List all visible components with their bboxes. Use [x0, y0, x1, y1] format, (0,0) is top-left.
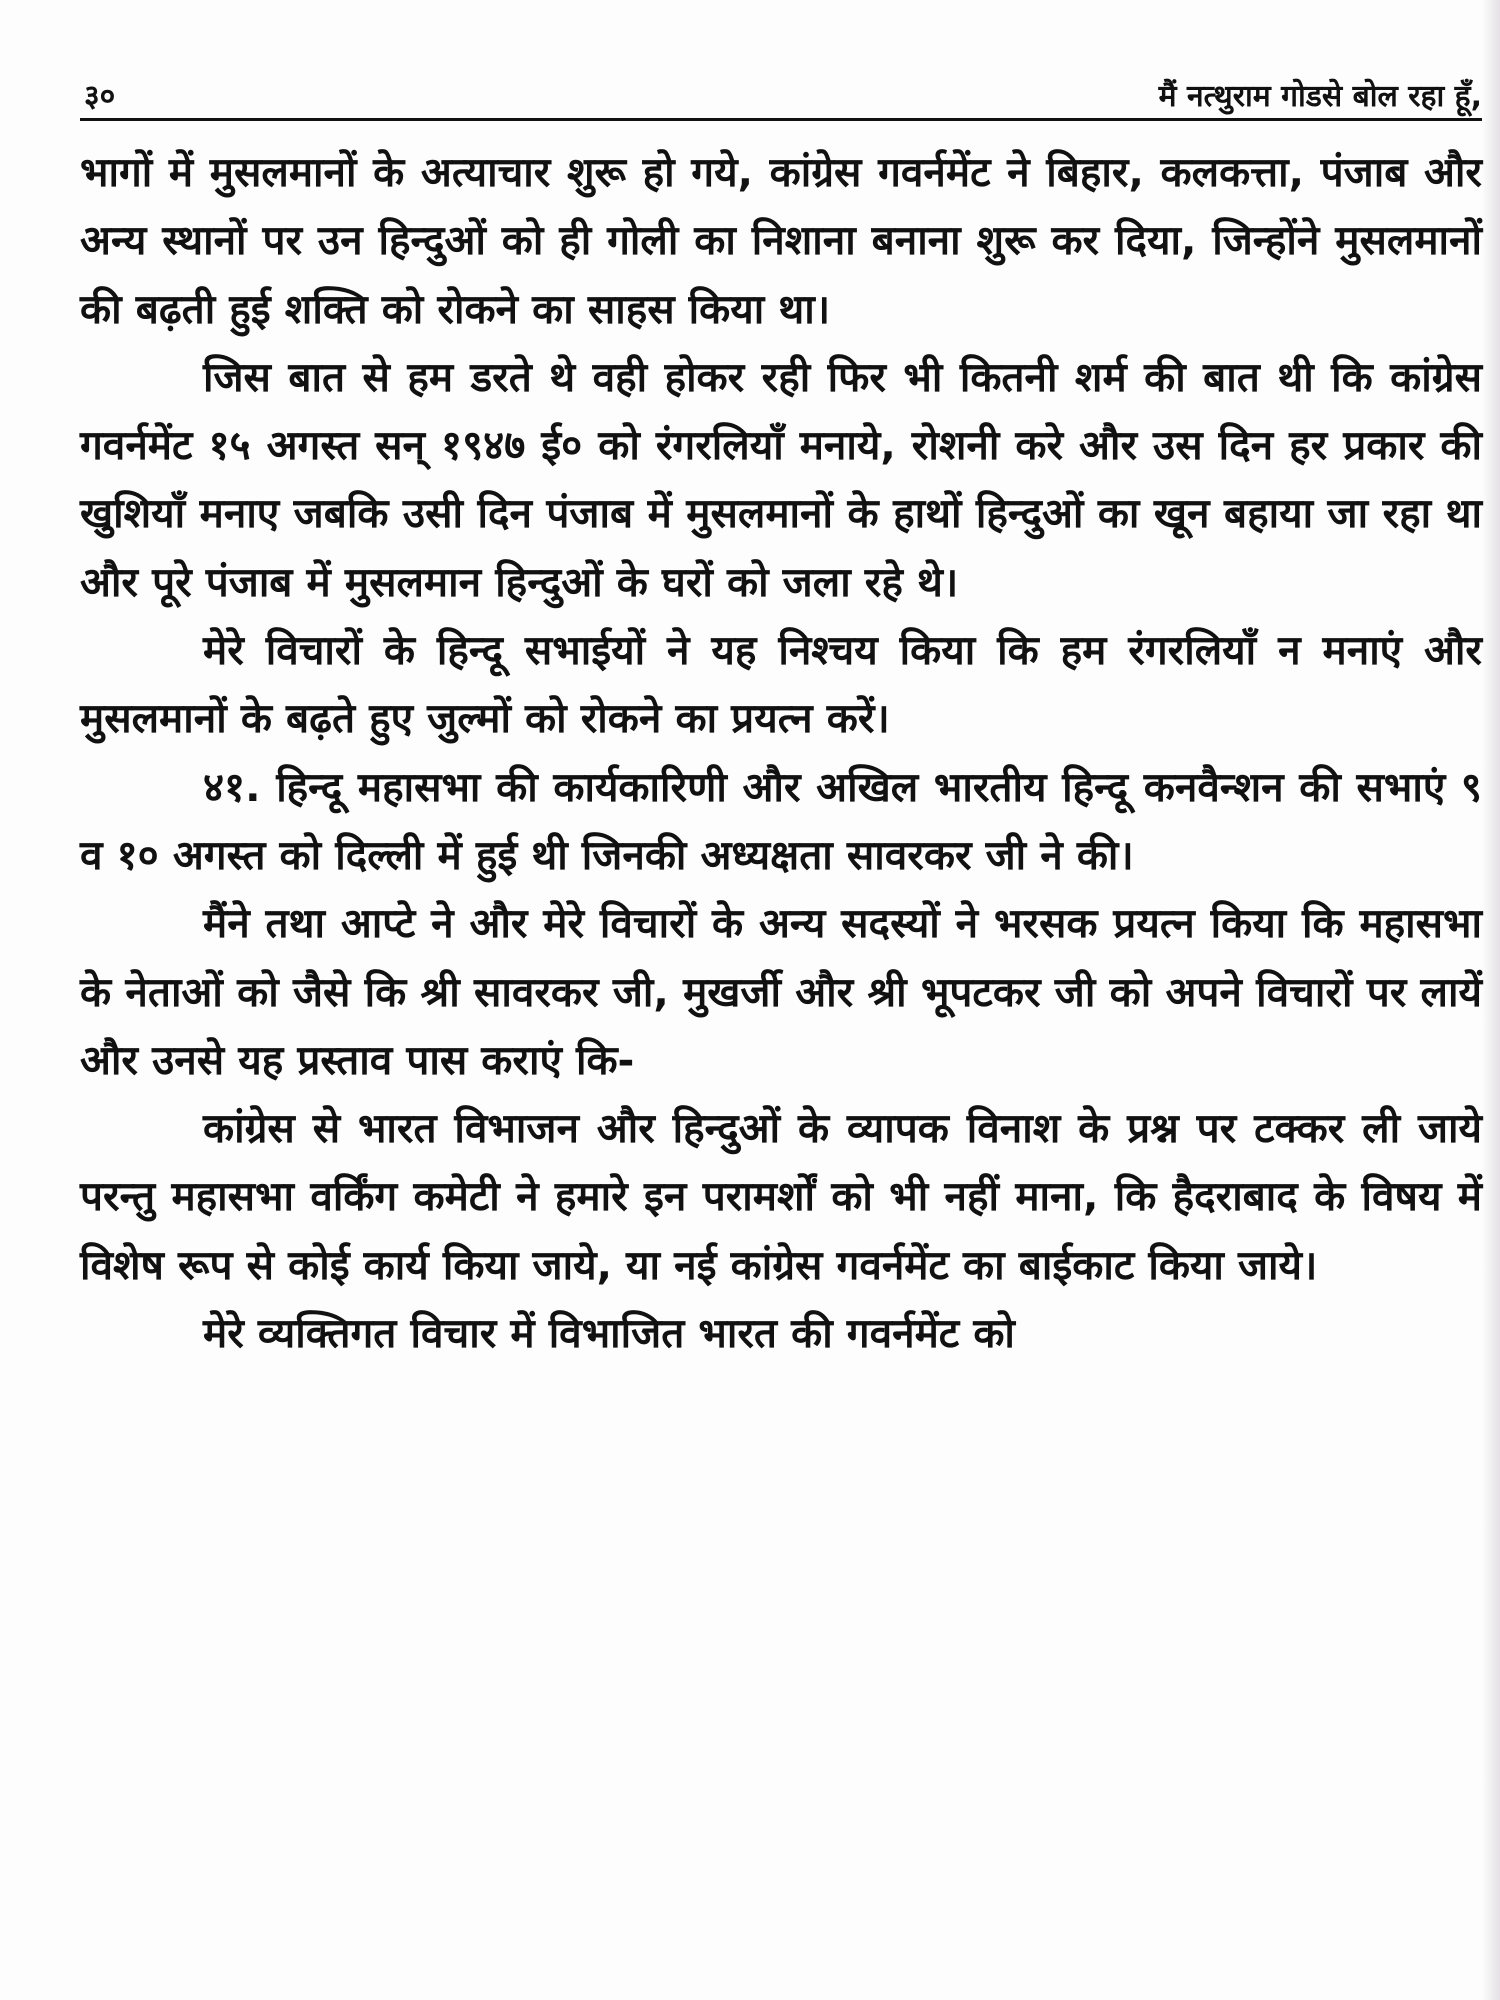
- running-title: मैं नत्थुराम गोडसे बोल रहा हूँ,: [1158, 79, 1482, 114]
- body-text: [80, 138, 1482, 1367]
- paragraph-1-text: भागों में मुसलमानों के अत्याचार शुरू हो गये, कांग्रेस गवर्नमेंट ने बिहार, कलकत्ता, पंजाब और अन्य स्थानों पर उन हिन्दुओं को ही गोली का निशाना बनाना शुरू कर दिया, जिन्होंने मुसलमानों की बढ़ती हुई शक्ति को रोकने का साहस किया था।: [80, 148, 1482, 333]
- paragraph-7-text: मेरे व्यक्तिगत विचार में विभाजित भारत की गवर्नमेंट को: [203, 1309, 1015, 1358]
- paragraph-4: [80, 753, 1482, 890]
- paragraph-7: [80, 1299, 1482, 1367]
- paragraph-2-text: जिस बात से हम डरते थे वही होकर रही फिर भी कितनी शर्म की बात थी कि कांग्रेस गवर्नमेंट १५ अगस्त सन् १९४७ ई० को रंगरलियाँ मनाये, रोशनी करे और उस दिन हर प्रकार की खुशियाँ मनाए जबकि उसी दिन पंजाब में मुसलमानों के हाथों हिन्दुओं का खून बहाया जा रहा था और पूरे पंजाब में मुसलमान हिन्दुओं के घरों को जला रहे थे।: [80, 352, 1482, 606]
- paragraph-3: [80, 616, 1482, 753]
- paragraph-3-text: मेरे विचारों के हिन्दू सभाईयों ने यह निश्चय किया कि हम रंगरलियाँ न मनाएं और मुसलमानों के बढ़ते हुए जुल्मों को रोकने का प्रयत्न करें।: [80, 626, 1482, 743]
- page-number: ३०: [84, 79, 116, 114]
- section-number: ४१.: [203, 762, 261, 811]
- paragraph-5: [80, 889, 1482, 1094]
- paragraph-5-text: मैंने तथा आप्टे ने और मेरे विचारों के अन्य सदस्यों ने भरसक प्रयत्न किया कि महासभा के नेताओं को जैसे कि श्री सावरकर जी, मुखर्जी और श्री भूपटकर जी को अपने विचारों पर लायें और उनसे यह प्रस्ताव पास कराएं कि-: [80, 899, 1482, 1084]
- paragraph-2: [80, 343, 1482, 616]
- paragraph-6-text: कांग्रेस से भारत विभाजन और हिन्दुओं के व्यापक विनाश के प्रश्न पर टक्कर ली जाये परन्तु महासभा वर्किंग कमेटी ने हमारे इन परामर्शों को भी नहीं माना, कि हैदराबाद के विषय में विशेष रूप से कोई कार्य किया जाये, या नई कांग्रेस गवर्नमेंट का बाईकाट किया जाये।: [80, 1104, 1482, 1289]
- paragraph-4-text: हिन्दू महासभा की कार्यकारिणी और अखिल भारतीय हिन्दू कनवैन्शन की सभाएं ९ व १० अगस्त को दिल्ली में हुई थी जिनकी अध्यक्षता सावरकर जी ने की।: [80, 762, 1482, 879]
- paragraph-1: [80, 138, 1482, 343]
- page-edge-shadow: [1482, 0, 1500, 2000]
- running-header: [80, 72, 1482, 121]
- paragraph-6: [80, 1094, 1482, 1299]
